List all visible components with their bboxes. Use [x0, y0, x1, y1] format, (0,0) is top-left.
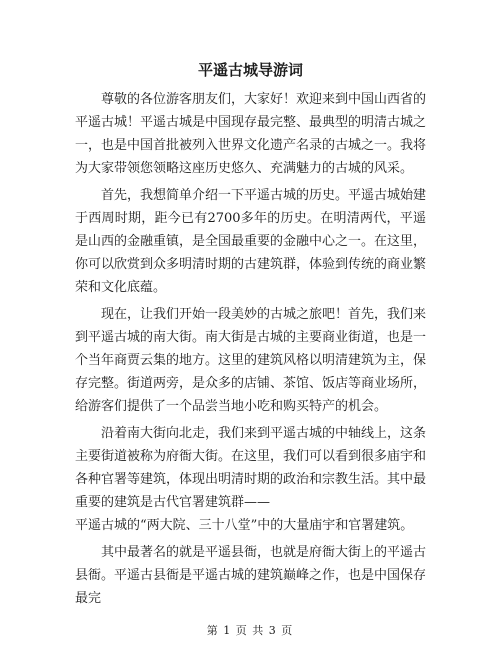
document-title: 平遥古城导游词 — [197, 61, 303, 79]
paragraph-continuation: 平遥古城的“两大院、三十八堂”中的大量庙宇和官署建筑。 — [75, 518, 414, 533]
paragraph-intro: 尊敬的各位游客朋友们，大家好！欢迎来到中国山西省的平遥古城！平遥古城是中国现存最完整、最典型的明清古城之一，也是中国首批被列入世界文化遗产名录的古城之一。我将为大家带领您领略这座历史悠久、充满魅力的古城的风采。 — [75, 92, 427, 176]
paragraph-county-office: 其中最著名的就是平遥县衙，也就是府衙大街上的平遥古县衙。平遥古县衙是平遥古城的建筑巅峰之作，也是中国保存最完 — [75, 545, 427, 606]
paragraph-central-street: 沿着南大街向北走，我们来到平遥古城的中轴线上，这条主要街道被称为府衙大街。在这里，我们可以看到很多庙宇和各种官署等建筑，体现出明清时期的政治和宗教生活。其中最重要的建筑是古代官署建筑群—— — [75, 426, 427, 510]
page-number-footer: 第 1 页 共 3 页 — [206, 624, 294, 637]
paragraph-south-street: 现在，让我们开始一段美妙的古城之旅吧！首先，我们来到平遥古城的南大街。南大街是古城的主要商业街道，也是一个当年商贾云集的地方。这里的建筑风格以明清建筑为主，保存完整。街道两旁，是众多的店铺、茶馆、饭店等商业场所，给游客们提供了一个品尝当地小吃和购买特产的机会。 — [75, 307, 427, 414]
paragraph-history: 首先，我想简单介绍一下平遥古城的历史。平遥古城始建于西周时期，距今已有2700多年的历史。在明清两代，平遥是山西的金融重镇，是全国最重要的金融中心之一。在这里，你可以欣赏到众多明清时期的古建筑群，体验到传统的商业繁荣和文化底蕴。 — [75, 188, 427, 295]
